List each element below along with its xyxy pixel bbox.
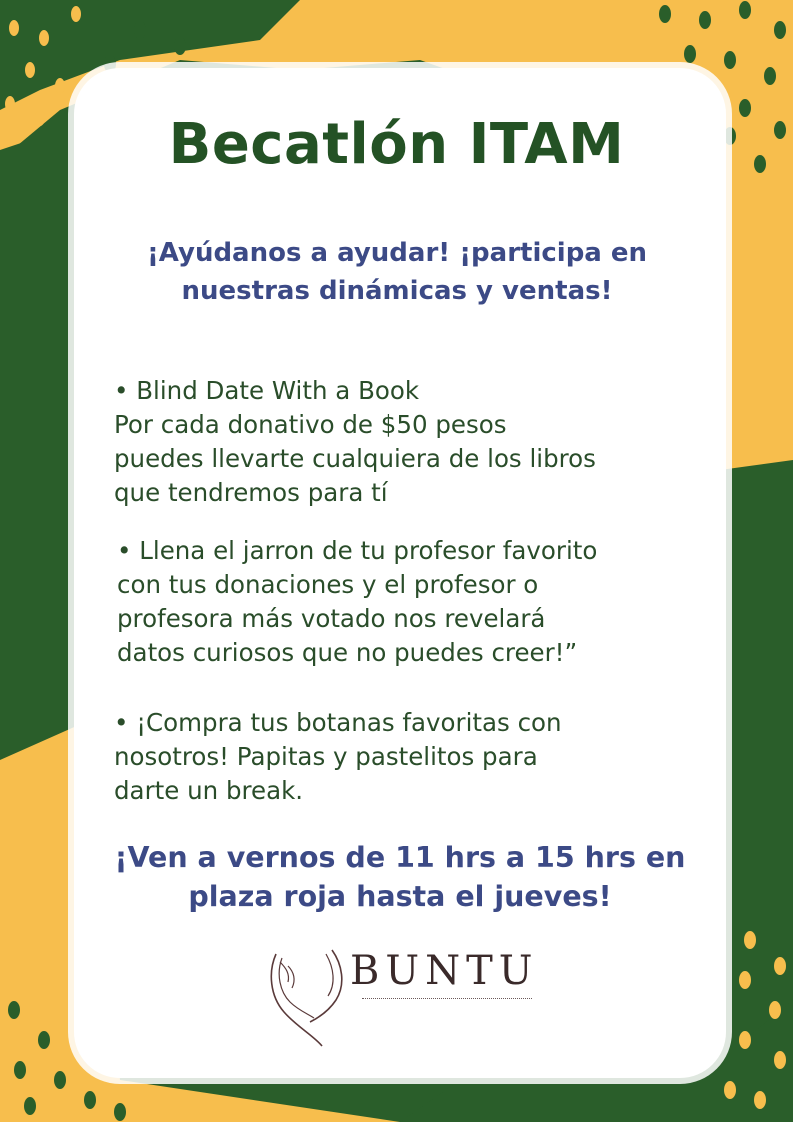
list-item-blind-date: • Blind Date With a Book Por cada donativo de $50 pesos puedes llevarte cualquiera de los libros que tendremos para tí bbox=[114, 376, 596, 507]
subtitle: ¡Ayúdanos a ayudar! ¡participa en nuestras dinámicas y ventas! bbox=[146, 238, 648, 306]
hands-logo-icon bbox=[262, 944, 352, 1054]
list-item-jarron: • Llena el jarron de tu profesor favorito con tus donaciones y el profesor o profesora más votado nos revelará datos curiosos que no puedes creer!” bbox=[117, 536, 598, 667]
logo-tagline-rule bbox=[362, 998, 532, 1002]
page-title: Becatlón ITAM bbox=[168, 112, 625, 177]
list-item-botanas: • ¡Compra tus botanas favoritas con nosotros! Papitas y pastelitos para darte un break. bbox=[114, 708, 562, 805]
logo-wordmark: BUNTU bbox=[350, 948, 539, 994]
buntu-logo bbox=[262, 944, 562, 1054]
call-to-action: ¡Ven a vernos de 11 hrs a 15 hrs en plaza roja hasta el jueves! bbox=[114, 841, 686, 913]
